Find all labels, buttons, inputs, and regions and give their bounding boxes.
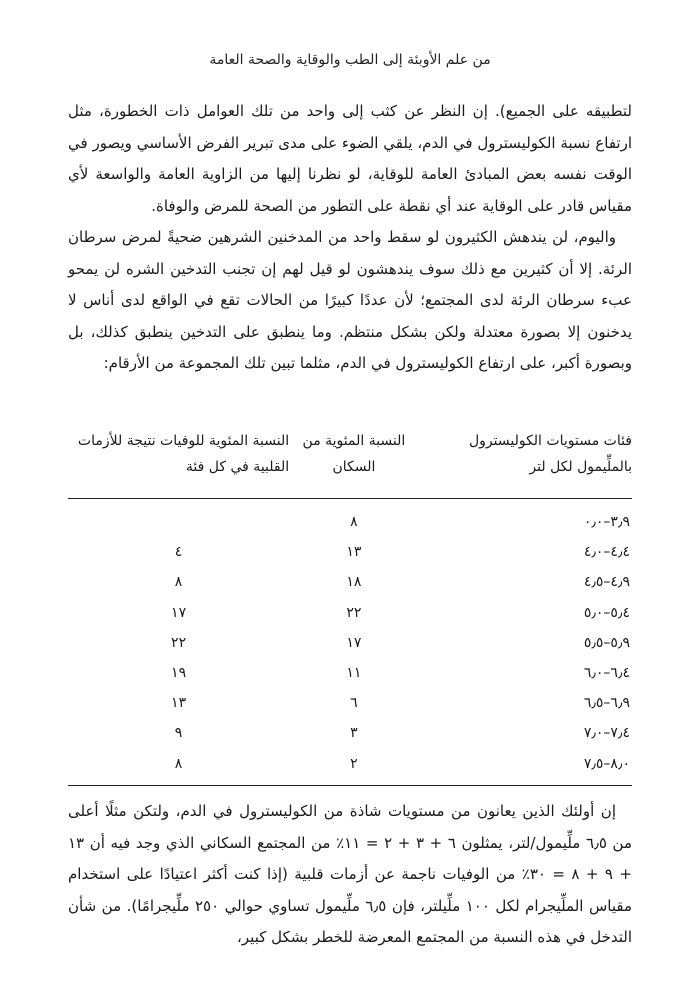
population-percent-cell: ١١: [346, 665, 362, 682]
deaths-percent-cell: ٤: [174, 544, 183, 561]
deaths-percent-cell: ٩: [174, 725, 183, 742]
cholesterol-range-cell: ٤٫٩–٤٫٥: [583, 574, 630, 591]
table-row: [68, 658, 632, 688]
table-row: [68, 718, 632, 748]
body-paragraph-2: واليوم، لن يندهش الكثيرون لو سقط واحد من المدخنين الشرهين ضحيةً لمرض سرطان الرئة. إلا أن كثيرين مع ذلك سوف يندهشون لو قيل لهم إن تجنب التدخين الشره لن يمحو عبء سرطان الرئة لدى المجتمع؛ لأن عددًا كبيرًا من الحالات تقع في الواقع لدى أناس لا يدخنون إلا بصورة معتدلة ولكن بشكل منتظم. وما ينطبق على التدخين ينطبق كذلك، بل وبصورة أكبر، على ارتفاع الكوليسترول في الدم، مثلما تبين تلك المجموعة من الأرقام:: [68, 228, 632, 372]
cholesterol-table: [68, 424, 632, 786]
cholesterol-range-cell: ٣٫٩–٠٫٠: [583, 514, 630, 531]
body-paragraph-1: لتطبيقه على الجميع). إن النظر عن كثب إلى واحد من تلك العوامل ذات الخطورة، مثل ارتفاع نسبة الكوليسترول في الدم، يلقي الضوء على مدى تبرير الفرض الأساسي ويصور في الوقت نفسه بعض المبادئ العامة للوقاية، لو نظرنا إليها من الزاوية العامة والواسعة لأي مقياس قادر على الوقاية عند أي نقطة على التطور من الصحة للمرض والوفاة.: [68, 102, 632, 215]
cholesterol-range-cell: ٤٫٤–٤٫٠: [583, 544, 630, 561]
deaths-percent-cell: ١٩: [171, 665, 187, 682]
table-row: [68, 688, 632, 718]
population-percent-cell: ٦: [350, 695, 358, 712]
deaths-percent-cell: [68, 499, 289, 538]
population-percent-cell: ١٧: [346, 634, 362, 651]
cholesterol-range-cell: ٥٫٤–٥٫٠: [583, 604, 630, 621]
deaths-percent-cell: ١٣: [171, 695, 187, 712]
cholesterol-range-cell: ٨٫٠–٧٫٥: [419, 749, 632, 786]
cholesterol-range-cell: ٥٫٩–٥٫٥: [583, 634, 630, 651]
deaths-percent-cell: ٨: [68, 749, 289, 786]
header-population-line-1: النسبة المئوية من: [302, 433, 406, 449]
population-percent-cell: ٣: [350, 725, 358, 742]
deaths-percent-cell: ٨: [174, 574, 183, 591]
population-percent-cell: ١٨: [346, 574, 362, 591]
population-percent-cell: ١٣: [346, 544, 362, 561]
table-body: [68, 499, 632, 786]
cholesterol-range-cell: ٧٫٤–٧٫٠: [583, 725, 630, 742]
cholesterol-range-cell: ٦٫٩–٦٫٥: [583, 695, 630, 712]
running-header: من علم الأوبئة إلى الطب والوقاية والصحة العامة: [209, 52, 491, 68]
population-percent-cell: ٢: [289, 749, 419, 786]
population-percent-cell: ٨: [350, 514, 358, 531]
table-row: [68, 749, 632, 786]
table-row: [68, 499, 632, 538]
table-row: [68, 537, 632, 567]
header-deaths-line-1: النسبة المئوية للوفيات نتيجة للأزمات: [77, 433, 290, 449]
header-deaths-percent: [68, 424, 289, 499]
table-row: [68, 598, 632, 628]
header-category-line-2: بالملِّيمول لكل لتر: [529, 459, 632, 475]
deaths-percent-cell: ١٧: [171, 604, 187, 621]
population-percent-cell: ٢٢: [346, 604, 362, 621]
header-cholesterol-category: [419, 424, 632, 499]
table-row: [68, 628, 632, 658]
header-deaths-line-2: القلبية في كل فئة: [185, 459, 290, 475]
table-header: [68, 424, 632, 499]
deaths-percent-cell: ٢٢: [171, 634, 187, 651]
header-population-percent: [289, 424, 419, 499]
header-population-line-2: السكان: [332, 459, 376, 475]
table-row: [68, 567, 632, 597]
cholesterol-range-cell: ٦٫٤–٦٫٠: [583, 665, 630, 682]
body-paragraph-3: إن أولئك الذين يعانون من مستويات شاذة من الكوليسترول في الدم، ولتكن مثلًا أعلى من ٦٫٥ ملِّيمول/لتر، يمثلون ٦ + ٣ + ٢ = ١١٪ من المجتمع السكاني الذي وجد فيه أن ١٣ + ٩ + ٨ = ٣٠٪ من الوفيات ناجمة عن أزمات قلبية (إذا كنت أكثر اعتيادًا على استخدام مقياس الملِّيجرام لكل ١٠٠ ملِّيلتر، فإن ٦٫٥ ملِّيمول تساوي حوالي ٢٥٠ ملِّيجرامًا). من شأن التدخل في هذه النسبة من المجتمع المعرضة للخطر بشكل كبير،: [68, 802, 633, 946]
header-category-line-1: فئات مستويات الكوليسترول: [468, 433, 632, 449]
